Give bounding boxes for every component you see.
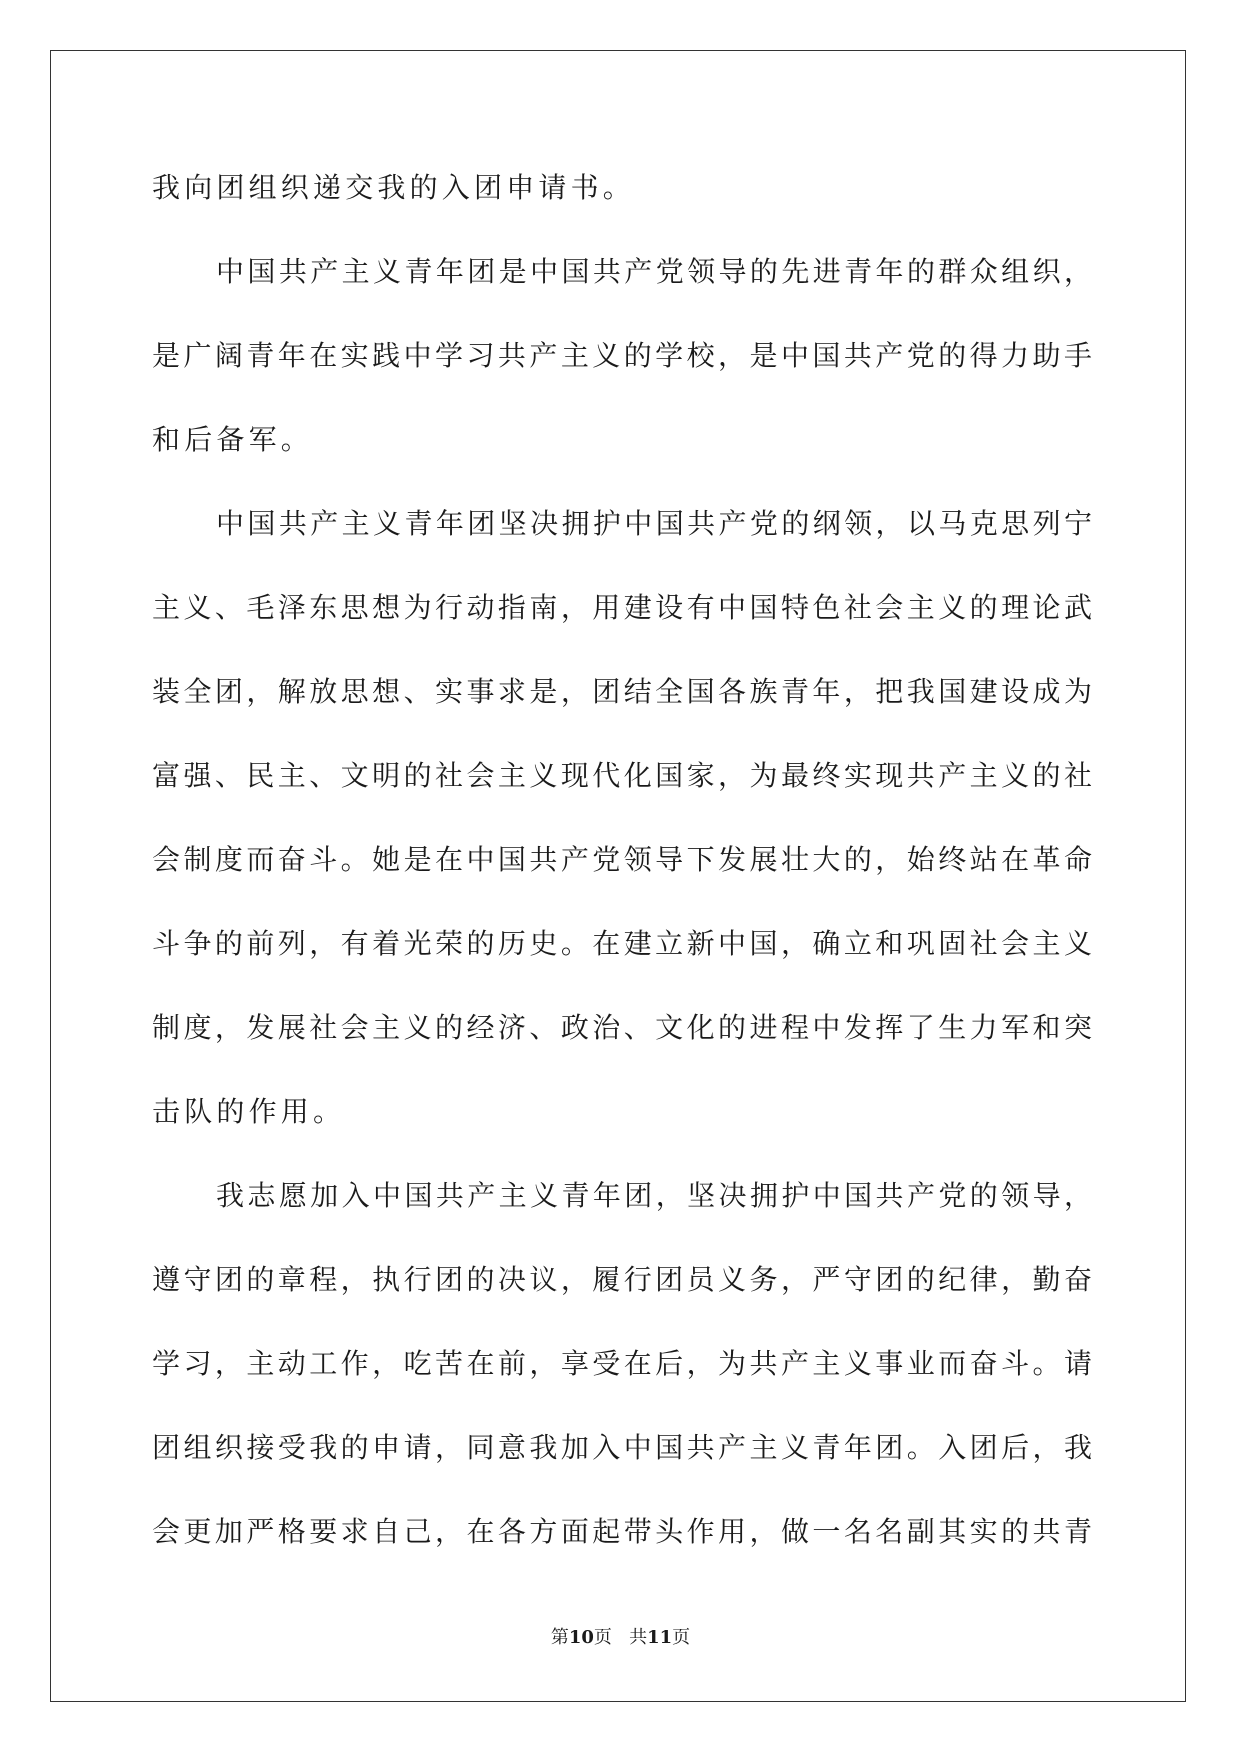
total-pages-prefix: 共 <box>629 1627 648 1648</box>
page-number-prefix: 第 <box>550 1627 569 1648</box>
document-body <box>152 160 1092 1588</box>
page-number-suffix: 页 <box>593 1627 612 1648</box>
text-line: 团组织接受我的申请，同意我加入中国共产主义青年团。入团后，我 <box>152 1431 1092 1464</box>
text-line: 学习，主动工作，吃苦在前，享受在后，为共产主义事业而奋斗。请 <box>152 1347 1092 1380</box>
text-line: 我向团组织递交我的入团申请书。 <box>152 171 636 204</box>
page-footer <box>0 1623 1241 1649</box>
total-pages-suffix: 页 <box>672 1627 691 1648</box>
text-line: 击队的作用。 <box>152 1095 346 1128</box>
text-line: 富强、民主、文明的社会主义现代化国家，为最终实现共产主义的社 <box>152 759 1092 792</box>
text-line: 会制度而奋斗。她是在中国共产党领导下发展壮大的，始终站在革命 <box>152 843 1092 876</box>
text-line: 和后备军。 <box>152 423 314 456</box>
page-number: 10 <box>568 1627 594 1648</box>
text-line: 是广阔青年在实践中学习共产主义的学校，是中国共产党的得力助手 <box>152 339 1092 372</box>
text-line: 中国共产主义青年团是中国共产党领导的先进青年的群众组织， <box>216 255 1092 288</box>
text-line: 装全团，解放思想、实事求是，团结全国各族青年，把我国建设成为 <box>152 675 1092 708</box>
text-line: 斗争的前列，有着光荣的历史。在建立新中国，确立和巩固社会主义 <box>152 927 1092 960</box>
total-pages: 11 <box>647 1627 673 1648</box>
text-line: 我志愿加入中国共产主义青年团，坚决拥护中国共产党的领导， <box>216 1179 1092 1212</box>
text-line: 制度，发展社会主义的经济、政治、文化的进程中发挥了生力军和突 <box>152 1011 1092 1044</box>
text-line: 中国共产主义青年团坚决拥护中国共产党的纲领，以马克思列宁 <box>216 507 1092 540</box>
text-line: 遵守团的章程，执行团的决议，履行团员义务，严守团的纪律，勤奋 <box>152 1263 1092 1296</box>
text-line: 主义、毛泽东思想为行动指南，用建设有中国特色社会主义的理论武 <box>152 591 1092 624</box>
text-line: 会更加严格要求自己，在各方面起带头作用，做一名名副其实的共青 <box>152 1515 1092 1548</box>
